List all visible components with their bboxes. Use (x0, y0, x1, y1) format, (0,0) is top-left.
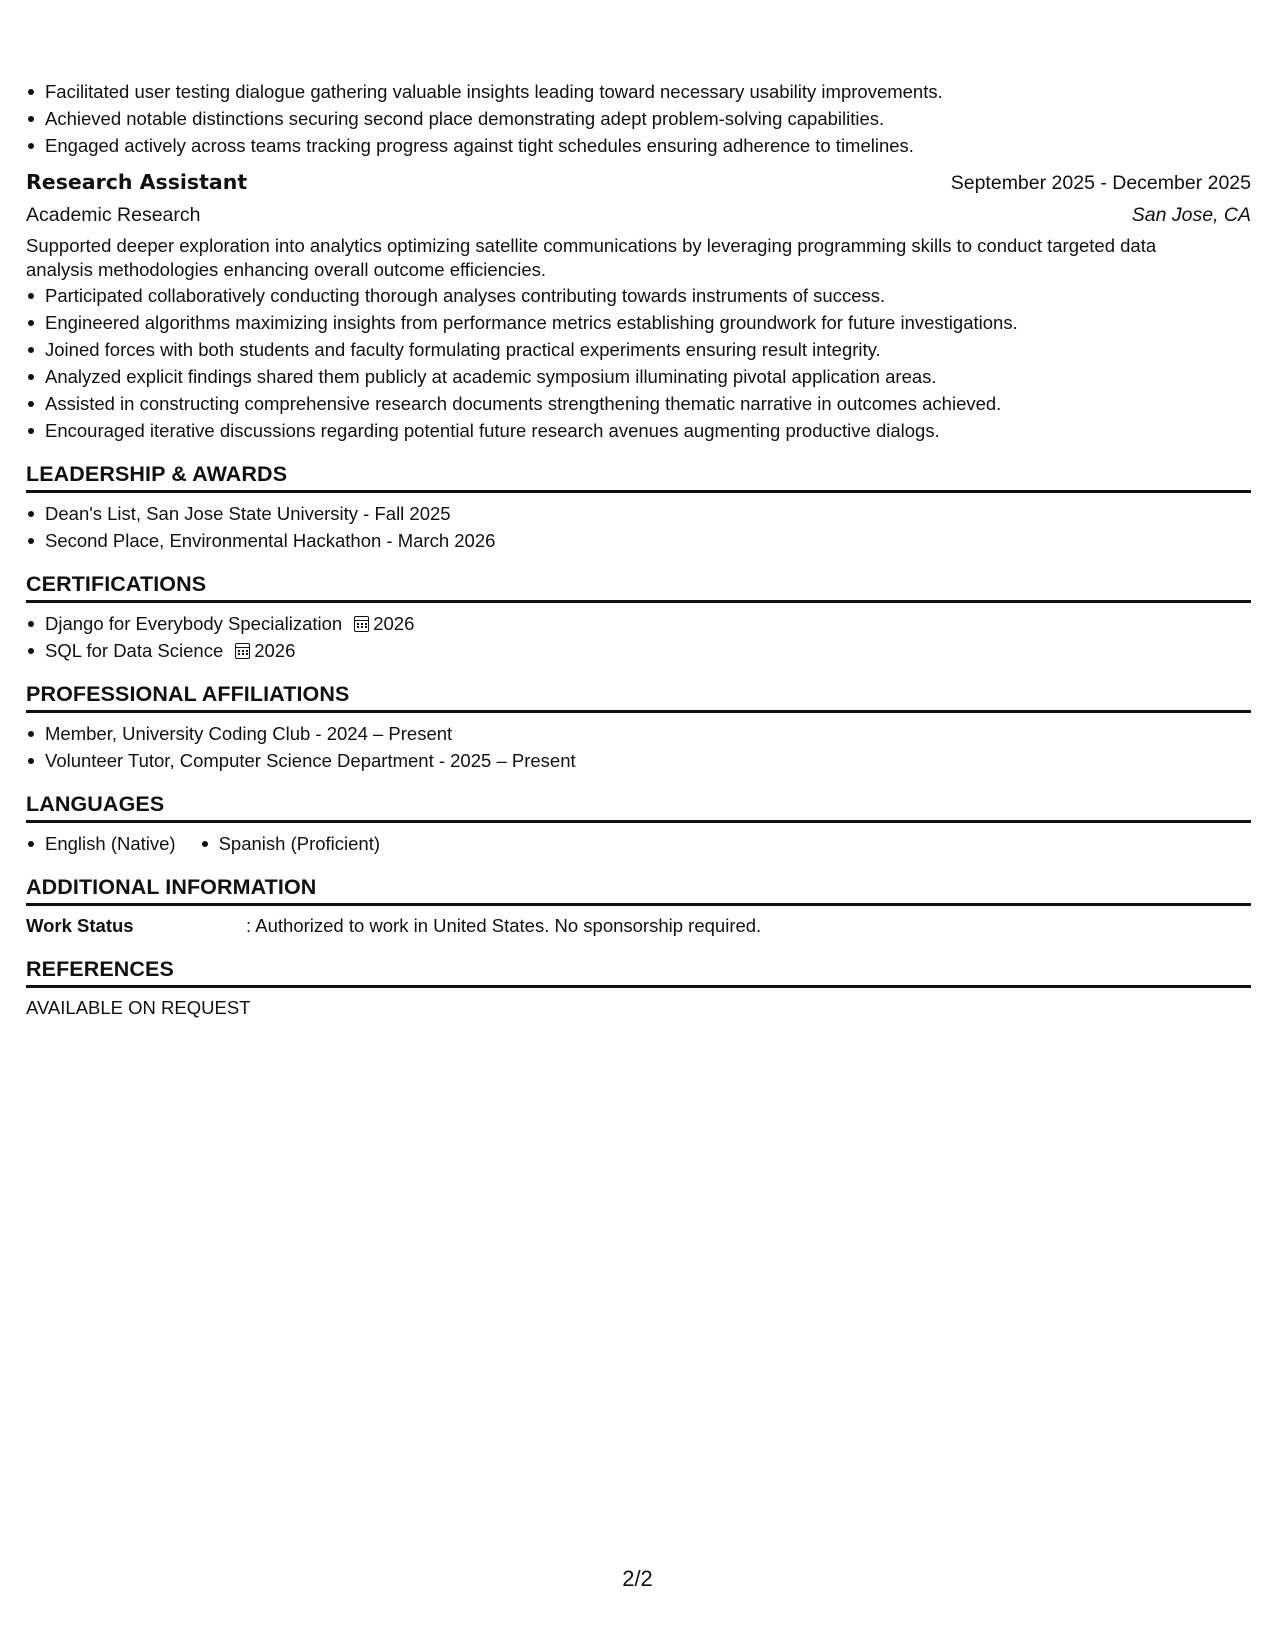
list-item: English (Native) (26, 830, 176, 857)
work-status-value: : Authorized to work in United States. No sponsorship required. (246, 915, 762, 936)
list-item (26, 637, 1251, 664)
references-text: AVAILABLE ON REQUEST (26, 997, 251, 1018)
list-item: Analyzed explicit findings shared them publicly at academic symposium illuminating pivotal application areas. (26, 363, 1251, 390)
list-item: Dean's List, San Jose State University - Fall 2025 (26, 500, 1251, 527)
job-description-line: analysis methodologies enhancing overall outcome efficiencies. (26, 259, 547, 280)
job-title: Research Assistant (26, 170, 248, 194)
job-dates: September 2025 - December 2025 (950, 172, 1251, 194)
page-number: 2/2 (622, 1566, 653, 1591)
list-item: Assisted in constructing comprehensive research documents strengthening thematic narrative in outcomes achieved. (26, 390, 1251, 417)
list-item: Encouraged iterative discussions regarding potential future research avenues augmenting productive dialogs. (26, 417, 1251, 444)
job-bullets (26, 282, 1251, 444)
list-item: Member, University Coding Club - 2024 – Present (26, 720, 1251, 747)
section-languages (26, 790, 1251, 857)
job-research-assistant (26, 167, 1251, 444)
resume-page (26, 78, 1251, 1021)
experience-bullets (26, 78, 1251, 159)
list-item: Engineered algorithms maximizing insights from performance metrics establishing groundwork for future investigations. (26, 309, 1251, 336)
work-status-label: Work Status (26, 915, 134, 936)
list-item (26, 610, 1251, 637)
list-item: Second Place, Environmental Hackathon - March 2026 (26, 527, 1251, 554)
list-item: Achieved notable distinctions securing second place demonstrating adept problem-solving capabilities. (26, 105, 1251, 132)
certification-name: Django for Everybody Specialization (45, 613, 343, 634)
list-item: Joined forces with both students and faculty formulating practical experiments ensuring result integrity. (26, 336, 1251, 363)
work-status-row (26, 913, 1251, 939)
section-heading: LANGUAGES (26, 790, 1251, 823)
list-item: Volunteer Tutor, Computer Science Department - 2025 – Present (26, 747, 1251, 774)
list-item: Participated collaboratively conducting thorough analyses contributing towards instruments of success. (26, 282, 1251, 309)
job-description (26, 234, 1251, 282)
section-certifications (26, 570, 1251, 664)
section-heading: PROFESSIONAL AFFILIATIONS (26, 680, 1251, 713)
certification-year: 2026 (254, 640, 296, 661)
certification-year: 2026 (373, 613, 415, 634)
list-item: Spanish (Proficient) (200, 830, 380, 857)
section-leadership (26, 460, 1251, 554)
job-organization: Academic Research (26, 204, 201, 226)
section-affiliations (26, 680, 1251, 774)
certification-name: SQL for Data Science (45, 640, 224, 661)
job-location: San Jose, CA (1131, 204, 1251, 226)
section-heading: ADDITIONAL INFORMATION (26, 873, 1251, 906)
list-item: Facilitated user testing dialogue gathering valuable insights leading toward necessary usability improvements. (26, 78, 1251, 105)
section-additional-information (26, 873, 1251, 939)
job-description-line: Supported deeper exploration into analytics optimizing satellite communications by leveraging programming skills to conduct targeted data (26, 235, 1157, 256)
list-item: Engaged actively across teams tracking progress against tight schedules ensuring adherence to timelines. (26, 132, 1251, 159)
section-heading: LEADERSHIP & AWARDS (26, 460, 1251, 493)
calendar-icon (235, 643, 250, 659)
section-heading: REFERENCES (26, 955, 1251, 988)
section-heading: CERTIFICATIONS (26, 570, 1251, 603)
section-references (26, 955, 1251, 1021)
calendar-icon (354, 616, 369, 632)
